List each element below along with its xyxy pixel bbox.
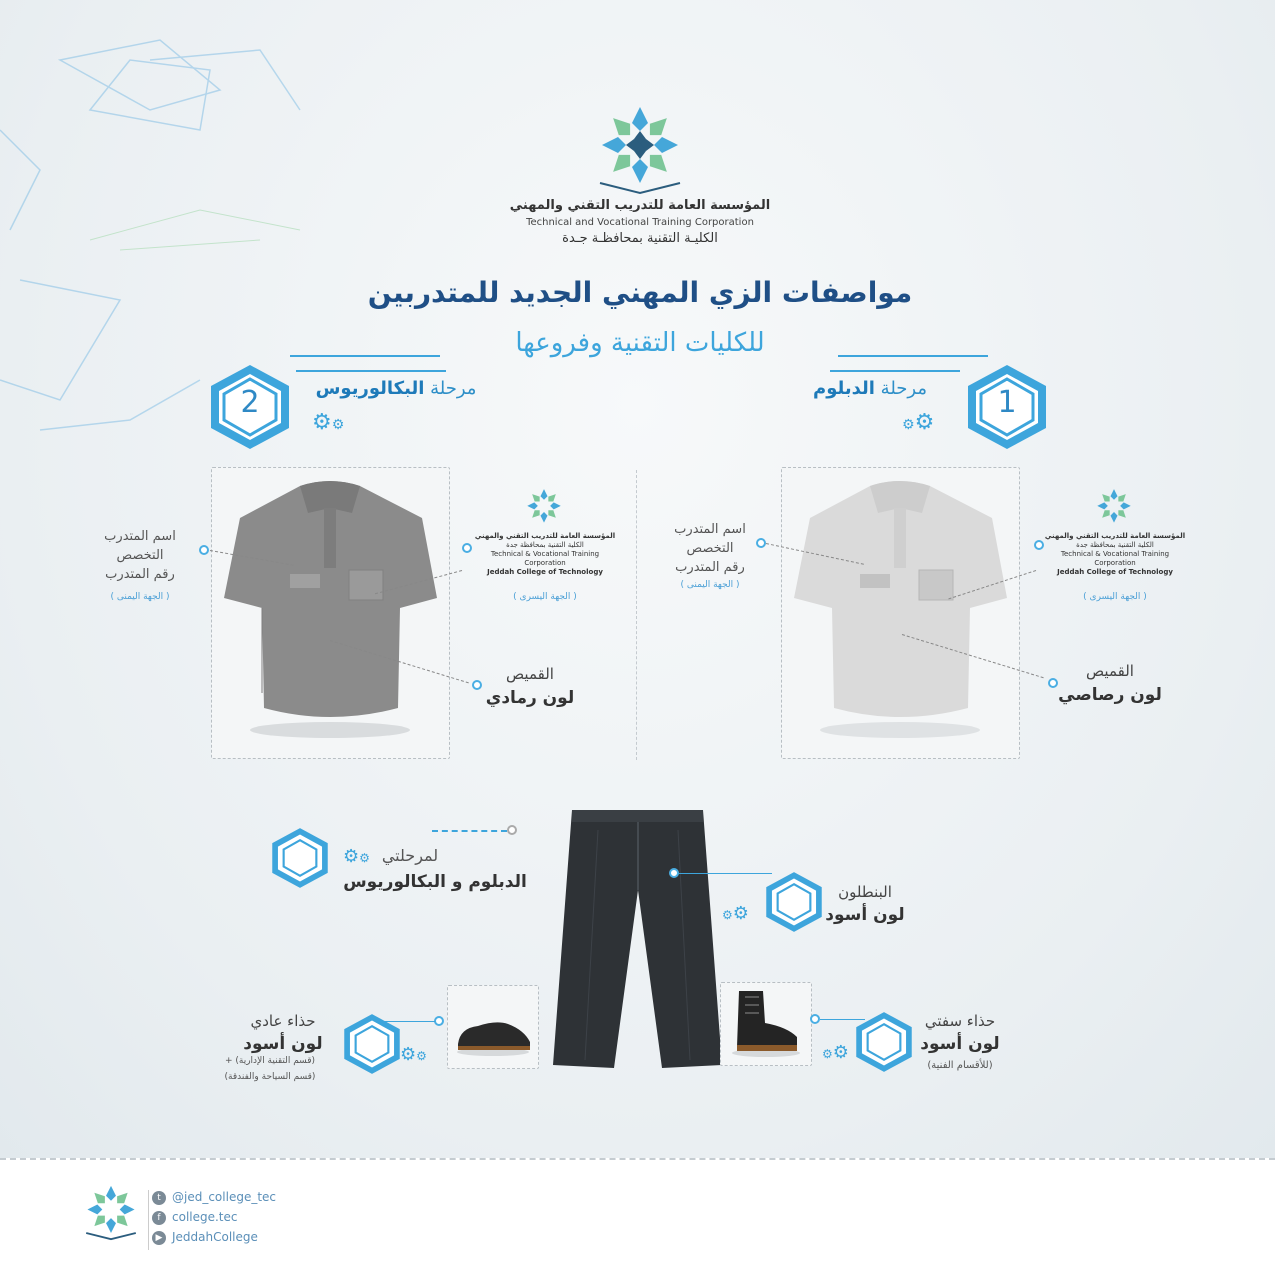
- regular-shoe-note1: (قسم التقنية الإدارية) +: [224, 1056, 316, 1066]
- twitter-icon: t: [152, 1191, 166, 1205]
- regular-shoe-hexagon: [340, 1012, 404, 1076]
- badge-ar-1: المؤسسة العامة للتدريب التقني والمهني: [474, 532, 616, 540]
- sub-title: للكليات التقنية وفروعها: [515, 328, 765, 358]
- bachelor-right-side-label: ( الجهة اليمنى ): [110, 592, 170, 602]
- regular-shoe-label: حذاء عادي: [250, 1012, 316, 1030]
- safety-shoe-card: [720, 982, 812, 1066]
- stage-1-prefix: مرحلة: [880, 378, 927, 399]
- pants-color: لون أسود: [825, 905, 905, 925]
- pointer-line: [679, 873, 772, 874]
- stage-2-prefix: مرحلة: [430, 378, 477, 399]
- youtube-icon: ▶: [152, 1231, 166, 1245]
- pointer-dot: [462, 543, 472, 553]
- diploma-trainee-info: [650, 520, 770, 577]
- badge-en-2: Jeddah College of Technology: [487, 568, 603, 576]
- title-underline-right: [838, 355, 988, 357]
- footer: [0, 1158, 1275, 1282]
- badge-en-1: Technical & Vocational Training Corporation: [1060, 550, 1170, 567]
- footer-logo-icon: [80, 1180, 142, 1242]
- trainee-number-label: رقم المتدرب: [105, 567, 175, 582]
- regular-shoe-note2: (قسم السياحة والفندقة): [224, 1072, 316, 1082]
- gear-icon: ⚙⚙: [400, 1044, 427, 1065]
- badge-ar-2: الكلية التقنية بمحافظة جدة: [1076, 541, 1154, 549]
- college-name: الكليـة التقنية بمحافظـة جـدة: [562, 231, 718, 246]
- trainee-name-label: اسم المتدرب: [674, 522, 746, 537]
- trainee-number-label: رقم المتدرب: [675, 560, 745, 575]
- bachelor-shirt-card: [211, 467, 450, 759]
- org-name-english: Technical and Vocational Training Corporation: [526, 217, 754, 228]
- gear-icon: ⚙⚙: [822, 1042, 849, 1063]
- both-stages-line: [432, 830, 507, 832]
- diploma-shirt-card: [781, 467, 1020, 759]
- stage-1-label: [780, 378, 960, 399]
- twitter-handle: @jed_college_tec: [172, 1190, 277, 1204]
- pointer-dot: [507, 825, 517, 835]
- pointer-dot: [810, 1014, 820, 1024]
- pointer-dot: [1048, 678, 1058, 688]
- gear-icon: ⚙⚙: [902, 410, 935, 435]
- pointer-dot: [756, 538, 766, 548]
- safety-boot-icon: [721, 983, 811, 1065]
- badge-en-1: Technical & Vocational Training Corporation: [490, 550, 600, 567]
- gear-icon: ⚙⚙: [343, 846, 370, 867]
- safety-shoe-color: لون أسود: [920, 1034, 1000, 1054]
- youtube-link[interactable]: [152, 1230, 258, 1245]
- stage-2-line: [296, 370, 446, 372]
- youtube-handle: JeddahCollege: [172, 1230, 258, 1244]
- tvtc-logo-icon: [590, 100, 690, 195]
- badge-logo-icon: [522, 485, 566, 529]
- both-stages-line2: الدبلوم و البكالوريوس: [343, 872, 527, 892]
- stage-2-label: [296, 378, 496, 399]
- facebook-icon: f: [152, 1211, 166, 1225]
- pants-hexagon: [762, 870, 826, 934]
- diploma-right-side-label: ( الجهة اليمنى ): [680, 580, 740, 590]
- stage-2-number: 2: [240, 385, 260, 420]
- bachelor-trainee-info: [80, 527, 200, 584]
- org-name-arabic: المؤسسة العامة للتدريب التقني والمهني: [509, 198, 771, 213]
- twitter-link[interactable]: [152, 1190, 276, 1205]
- facebook-handle: college.tec: [172, 1210, 238, 1224]
- badge-en-2: Jeddah College of Technology: [1057, 568, 1173, 576]
- badge-logo-icon: [1092, 485, 1136, 529]
- regular-shoe-card: [447, 985, 539, 1069]
- badge-ar-2: الكلية التقنية بمحافظة جدة: [506, 541, 584, 549]
- trainee-name-label: اسم المتدرب: [104, 529, 176, 544]
- black-pants-icon: [550, 810, 725, 1075]
- pointer-dot: [669, 868, 679, 878]
- both-stages-line1: لمرحلتي: [381, 846, 439, 865]
- gear-icon: ⚙⚙: [312, 410, 345, 435]
- light-grey-shirt-icon: [782, 468, 1019, 758]
- both-stages-hexagon: [268, 826, 332, 890]
- safety-shoe-note: (للأقسام الفنية): [927, 1060, 993, 1071]
- stage-2-name: البكالوريوس: [315, 378, 425, 399]
- pants-label: البنطلون: [838, 883, 892, 901]
- gear-icon: ⚙⚙: [722, 903, 749, 924]
- grey-shirt-icon: [212, 468, 449, 758]
- badge-ar-1: المؤسسة العامة للتدريب التقني والمهني: [1044, 532, 1186, 540]
- stage-1-line: [830, 370, 960, 372]
- specialization-label: التخصص: [116, 548, 164, 563]
- safety-shoe-label: حذاء سفتي: [924, 1012, 996, 1030]
- diploma-left-side-label: ( الجهة اليسرى ): [1083, 592, 1147, 602]
- main-title: مواصفات الزي المهني الجديد للمتدربين: [367, 276, 913, 309]
- regular-shoe-icon: [448, 986, 538, 1068]
- diploma-badge-text: [1040, 532, 1190, 577]
- title-underline-left: [290, 355, 440, 357]
- bachelor-shirt-color: لون رمادي: [485, 688, 575, 708]
- facebook-link[interactable]: [152, 1210, 238, 1225]
- regular-shoe-color: لون أسود: [243, 1034, 323, 1054]
- specialization-label: التخصص: [686, 541, 734, 556]
- center-divider: [636, 470, 637, 760]
- bachelor-badge-text: [470, 532, 620, 577]
- stage-1-name: الدبلوم: [813, 378, 875, 399]
- pointer-dot: [1034, 540, 1044, 550]
- pointer-dot: [472, 680, 482, 690]
- diploma-shirt-label: القميص: [1086, 662, 1134, 680]
- pointer-dot: [434, 1016, 444, 1026]
- stage-1-number: 1: [997, 385, 1017, 420]
- diploma-shirt-color: لون رصاصي: [1058, 685, 1162, 705]
- bachelor-shirt-label: القميص: [506, 665, 554, 683]
- pointer-dot: [199, 545, 209, 555]
- bachelor-left-side-label: ( الجهة اليسرى ): [513, 592, 577, 602]
